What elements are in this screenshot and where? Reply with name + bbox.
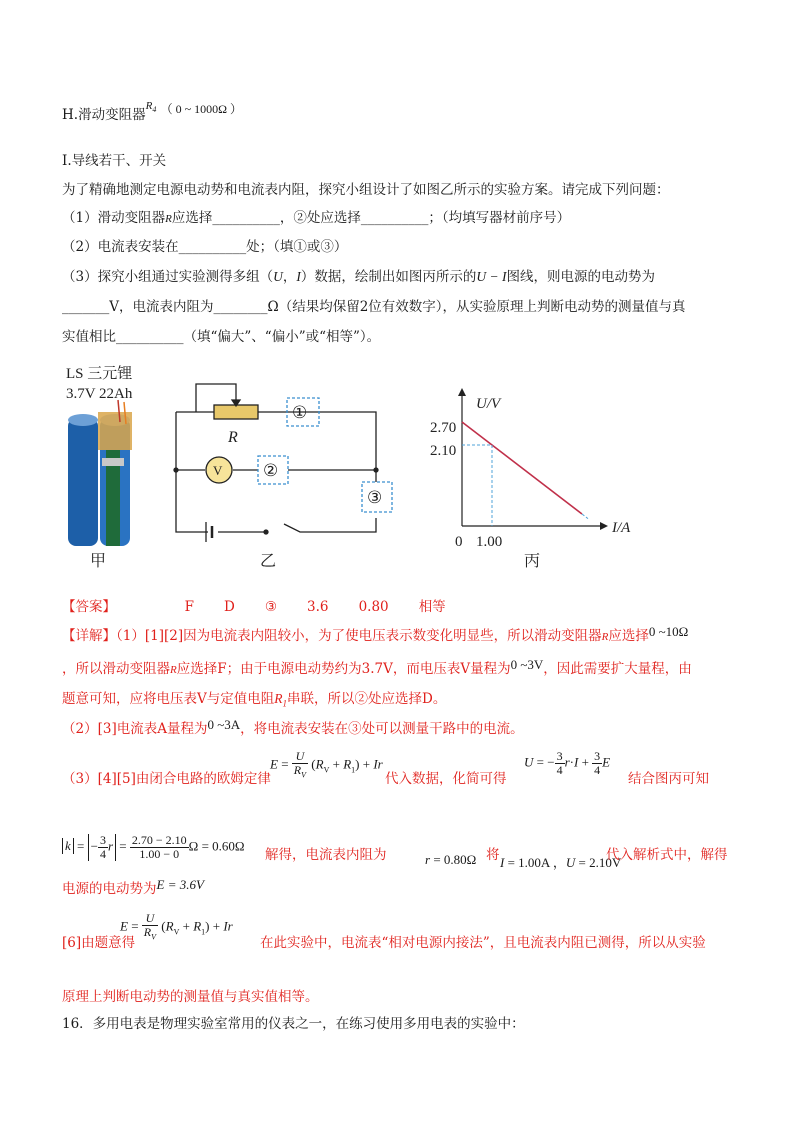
intro-text: 为了精确地测定电源电动势和电流表内阻，探究小组设计了如图乙所示的实验方案。请完成下列问题： [62,182,670,198]
figures-svg [0,360,800,590]
formula-simplified: U = − $\frac{3}{4}$ r·I + $\frac{3}{4}$ E [524,749,611,777]
answer-3: ③ [264,599,277,615]
explain-line-6b: 将 [486,847,500,863]
answer-6: 相等 [418,599,446,615]
question-2: （2）电流表安装在__________处；（填①或③） [62,239,348,255]
explain-line-7: 电源的电动势为E = 3.6V [62,877,204,897]
ui-line [462,422,582,514]
formula-slope: k = − $\frac{3}{4}$ r = $\frac{2.70 - 2.10}{1.00 - 0}$ Ω = 0.60Ω [62,834,245,861]
formula-i: I = 1.00A ，U = 2.10V [500,855,622,870]
explain-line-2: ，所以滑动变阻器R应选择F；由于电源电动势约为3.7V，而电压表V量程为0 ~3V，因此需要扩大量程，由 [62,657,692,677]
item-h [62,100,243,129]
circuit-figure [174,384,392,542]
question-3-line3: 实值相比__________（填“偏大”、“偏小”或“相等”）。 [62,329,381,345]
x-axis-arrow [600,522,608,530]
y-tick-0: 2.70 [430,420,457,436]
explain-line-5: （3）[4][5]由闭合电路的欧姆定律 [62,771,271,787]
slot-1-label: ① [292,403,308,422]
x-tick-0: 0 [455,534,463,550]
explain-line-5c: 结合图丙可知 [628,771,709,787]
answer-4: 3.6 [307,599,329,615]
explain-line-6c: 代入解析式中，解得 [606,847,728,863]
ui-line-extension [582,514,588,519]
voltmeter-label: V [213,463,223,478]
x-axis-label: I/A [612,520,631,536]
answer-line [62,598,446,616]
circuit-r-label: R [228,429,238,446]
answer-1: F [184,599,194,615]
question-3-line2: _______V，电流表内阻为________Ω（结果均保留2位有效数字），从实验原理上判断电动势的测量值与真 [62,299,686,315]
question-3: （3）探究小组通过实验测得多组（U，I）数据，绘制出如图丙所示的U − I图线，则电源的电动势为 [62,269,655,285]
battery-cell-left [68,418,98,546]
y-axis-arrow [458,388,466,396]
battery-label-2: 3.7V 22Ah [66,386,133,402]
item-i: I.导线若干、开关 [62,153,167,169]
explain-line-4: （2）[3]电流表A量程为0 ~3A，将电流表安装在③处可以测量干路中的电流。 [62,717,524,737]
caption-bing: 丙 [524,553,541,570]
explain-line-9: 原理上判断电动势的测量值与真实值相等。 [62,989,319,1005]
x-tick-1: 1.00 [476,534,503,550]
caption-yi: 乙 [260,553,277,570]
next-question: 16．多用电表是物理实验室常用的仪表之一，在练习使用多用电表的实验中： [62,1016,525,1032]
y-tick-1: 2.10 [430,443,457,459]
slot-2-label: ② [263,461,279,480]
item-h-text: H.滑动变阻器 [62,107,146,123]
answer-tag: 【答案】 [62,599,116,615]
question-1: （1）滑动变阻器R应选择__________，②处应选择__________；（均填写器材前序号） [62,210,571,226]
formula-ohm: E = $\frac{U}{R_V}$ $(R_V + R_1) + Ir$ [270,749,383,780]
battery-label-1: LS 三元锂 [66,366,133,382]
explain-line-5b: 代入数据，化简可得 [385,771,507,787]
r4-symbol: R4 [145,100,157,115]
explain-line-8b: 在此实验中，电流表“相对电源内接法”，且电流表内阻已测得，所以从实验 [260,935,706,951]
formula-r: r = 0.80Ω [425,852,477,867]
r4-range: （ 0 ~ 1000Ω ） [160,102,243,116]
battery-tab [98,412,132,450]
explain-line-6: 解得，电流表内阻为 [265,847,387,863]
answer-5: 0.80 [358,599,389,615]
explain-line-8a: [6]由题意得 [62,935,136,951]
answer-2: D [224,599,235,615]
y-axis-label: U/V [476,396,501,412]
formula-ohm-2: E = $\frac{U}{R_V}$ $(R_V + R_1) + Ir$ [120,911,233,942]
explain-line-3: 题意可知，应将电压表V与定值电阻$R_1$串联，所以②处应选择D。 [62,691,447,709]
explain-line-1: 【详解】（1）[1][2]因为电流表内阻较小，为了使电压表示数变化明显些，所以滑动变阻器R应选择0 ~10Ω [62,624,689,644]
slot-3-label: ③ [367,488,383,507]
battery-figure [66,365,133,570]
caption-jia: 甲 [90,553,107,570]
